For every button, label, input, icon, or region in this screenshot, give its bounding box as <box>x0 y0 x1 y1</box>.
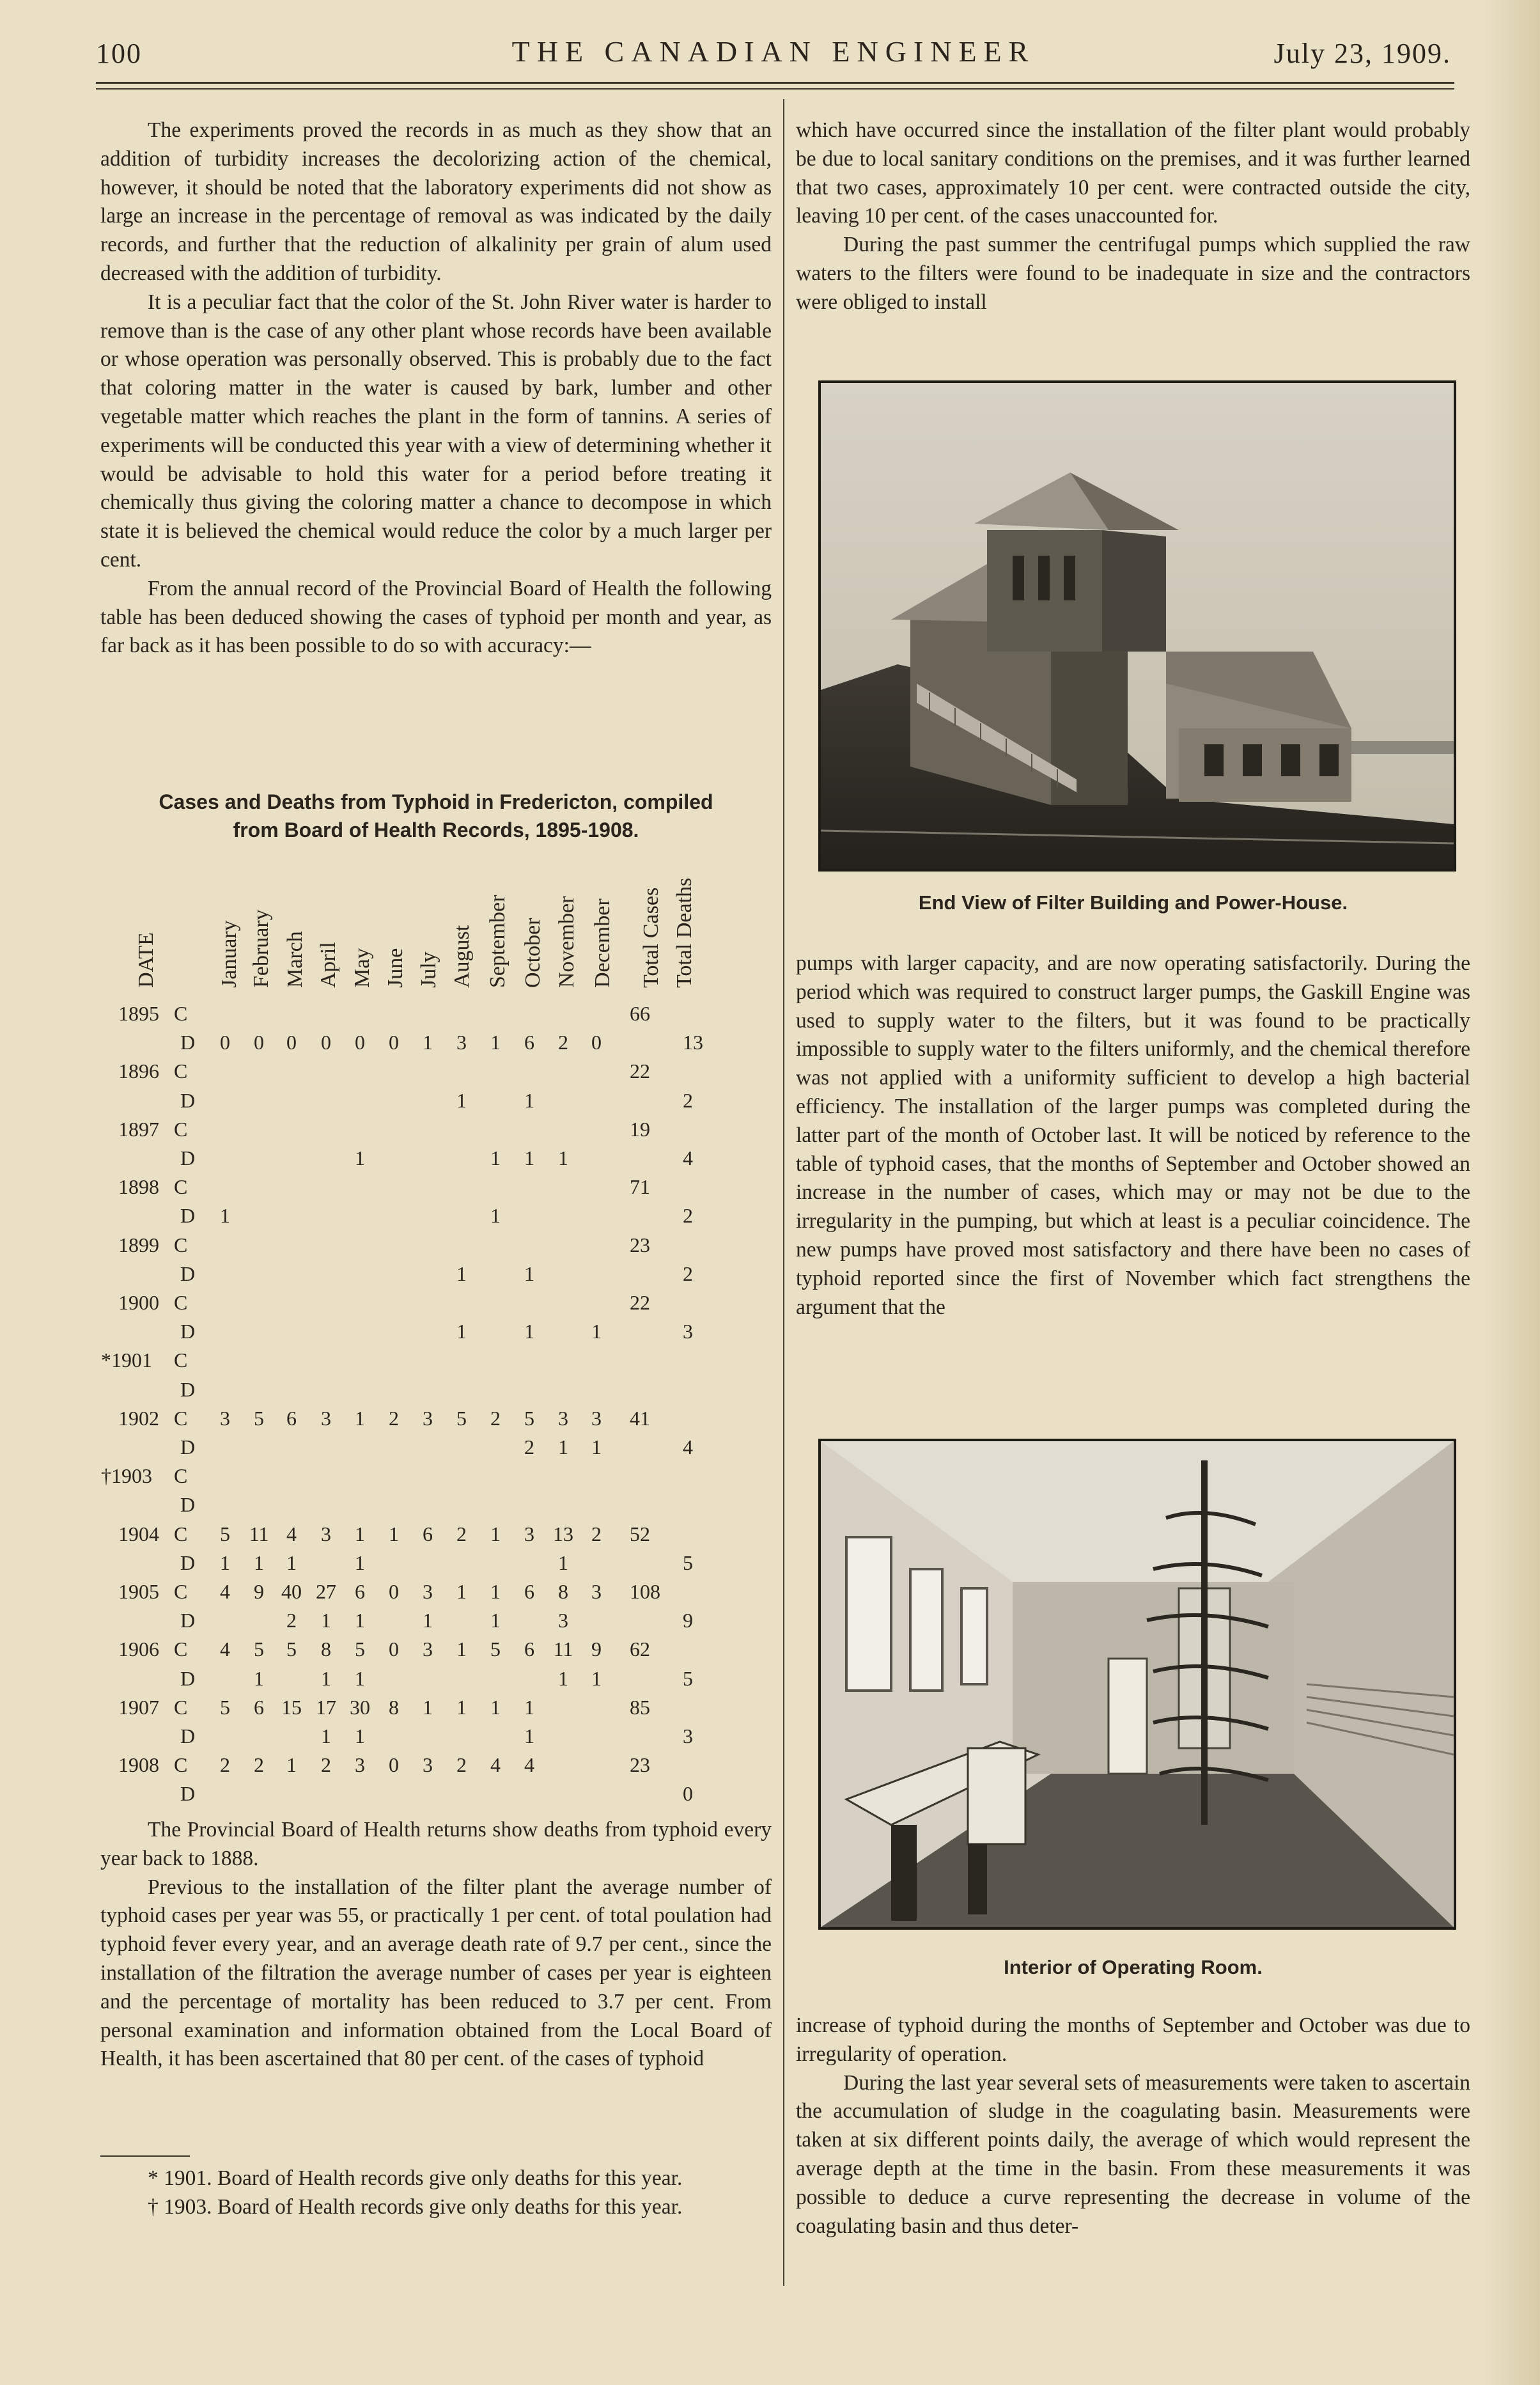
table-month-cell: 2 <box>254 1753 264 1777</box>
table-month-cell: 0 <box>355 1031 365 1054</box>
table-type-cell: C <box>174 1753 188 1777</box>
footnotes <box>100 2164 772 2222</box>
table-month-cell: 1 <box>591 1320 602 1343</box>
table-total-cases-cell: 19 <box>630 1117 650 1141</box>
table-month-cell: 1 <box>524 1724 534 1748</box>
table-type-cell: D <box>180 1782 196 1806</box>
table-header: September <box>486 895 509 988</box>
table-month-cell: 5 <box>456 1406 467 1430</box>
table-month-cell: 2 <box>524 1435 534 1458</box>
table-month-cell: 1 <box>220 1551 230 1574</box>
table-type-cell: C <box>174 1406 188 1430</box>
table-type-cell: C <box>174 1002 188 1025</box>
table-month-cell: 4 <box>220 1580 230 1603</box>
table-month-cell: 3 <box>591 1580 602 1603</box>
table-month-cell: 1 <box>456 1088 467 1112</box>
table-total-deaths-cell: 4 <box>683 1435 693 1458</box>
table-month-cell: 6 <box>254 1695 264 1719</box>
table-month-cell: 9 <box>591 1638 602 1661</box>
table-type-cell: D <box>180 1377 196 1401</box>
table-type-cell: D <box>180 1609 196 1632</box>
table-month-cell: 5 <box>355 1638 365 1661</box>
table-total-cases-cell: 52 <box>630 1522 650 1545</box>
table-month-cell: 6 <box>524 1638 534 1661</box>
table-month-cell: 3 <box>524 1522 534 1545</box>
table-month-cell: 1 <box>423 1695 433 1719</box>
table-month-cell: 8 <box>321 1638 331 1661</box>
paragraph: The experiments proved the records in as much as they show that an addition of turbidity increases the decolorizing action of the chemical, however, it should be noted that the laboratory experiments did not show as large an increase in the percentage of removal as was indicated by the daily records, and further that the reduction of alkalinity per grain of alum used decreased with the addition of turbidity. <box>100 118 772 285</box>
table-year-cell: 1900 <box>118 1291 159 1314</box>
table-total-deaths-cell: 3 <box>683 1724 693 1748</box>
table-month-cell: 1 <box>321 1724 331 1748</box>
table-type-cell: C <box>174 1060 188 1083</box>
table-month-cell: 2 <box>490 1406 501 1430</box>
table-header: August <box>450 925 474 988</box>
table-month-cell: 1 <box>490 1204 501 1228</box>
footnote: † 1903. Board of Health records give only deaths for this year. <box>148 2194 683 2219</box>
table-month-cell: 5 <box>254 1406 264 1430</box>
table-month-cell: 1 <box>524 1695 534 1719</box>
table-month-cell: 1 <box>321 1666 331 1690</box>
table-type-cell: D <box>180 1493 196 1517</box>
table-month-cell: 0 <box>389 1580 399 1603</box>
table-total-deaths-cell: 9 <box>683 1609 693 1632</box>
table-month-cell: 1 <box>558 1551 568 1574</box>
table-year-cell: *1901 <box>101 1349 152 1372</box>
table-month-cell: 0 <box>254 1031 264 1054</box>
table-month-cell: 3 <box>558 1406 568 1430</box>
table-header: November <box>555 896 579 988</box>
table-month-cell: 1 <box>524 1320 534 1343</box>
table-header: Total Deaths <box>673 877 696 988</box>
header-rule-thick <box>96 82 1454 84</box>
table-type-cell: C <box>174 1291 188 1314</box>
table-month-cell: 3 <box>321 1406 331 1430</box>
table-month-cell: 5 <box>220 1522 230 1545</box>
figure-caption-filter-building: End View of Filter Building and Power-House. <box>918 891 1348 914</box>
table-header: DATE <box>134 932 158 988</box>
table-header: Total Cases <box>639 887 663 988</box>
table-month-cell: 0 <box>389 1638 399 1661</box>
table-month-cell: 2 <box>591 1522 602 1545</box>
left-after-table-text <box>100 1816 772 2074</box>
table-type-cell: D <box>180 1031 196 1054</box>
table-header: December <box>591 898 614 988</box>
table-month-cell: 6 <box>524 1580 534 1603</box>
table-total-deaths-cell: 5 <box>683 1666 693 1690</box>
table-month-cell: 1 <box>490 1695 501 1719</box>
table-type-cell: D <box>180 1551 196 1574</box>
table-month-cell: 3 <box>355 1753 365 1777</box>
footnote: * 1901. Board of Health records give only deaths for this year. <box>148 2166 683 2190</box>
table-total-deaths-cell: 5 <box>683 1551 693 1574</box>
table-month-cell: 3 <box>591 1406 602 1430</box>
table-total-deaths-cell: 2 <box>683 1088 693 1112</box>
table-month-cell: 1 <box>456 1695 467 1719</box>
table-month-cell: 1 <box>254 1551 264 1574</box>
table-total-cases-cell: 85 <box>630 1695 650 1719</box>
table-month-cell: 1 <box>355 1609 365 1632</box>
table-total-cases-cell: 62 <box>630 1638 650 1661</box>
table-month-cell: 13 <box>553 1522 573 1545</box>
table-month-cell: 2 <box>286 1609 297 1632</box>
table-total-deaths-cell: 2 <box>683 1204 693 1228</box>
table-total-cases-cell: 23 <box>630 1233 650 1256</box>
table-year-cell: 1895 <box>118 1002 159 1025</box>
table-month-cell: 3 <box>558 1609 568 1632</box>
table-total-deaths-cell: 0 <box>683 1782 693 1806</box>
table-year-cell: 1902 <box>118 1406 159 1430</box>
header-rule-thin <box>96 88 1454 90</box>
table-total-deaths-cell: 2 <box>683 1262 693 1285</box>
table-type-cell: C <box>174 1117 188 1141</box>
table-month-cell: 1 <box>456 1638 467 1661</box>
right-top-text <box>796 116 1470 317</box>
table-month-cell: 30 <box>350 1695 370 1719</box>
paragraph: During the past summer the centrifugal pumps which supplied the raw waters to the filters were found to be inadequate in size and the contractors were obliged to install <box>796 233 1470 314</box>
table-month-cell: 0 <box>389 1031 399 1054</box>
table-header: June <box>384 948 407 988</box>
table-month-cell: 1 <box>456 1580 467 1603</box>
table-month-cell: 6 <box>286 1406 297 1430</box>
table-year-cell: †1903 <box>101 1464 152 1488</box>
table-type-cell: D <box>180 1146 196 1169</box>
table-type-cell: D <box>180 1262 196 1285</box>
table-month-cell: 1 <box>355 1406 365 1430</box>
table-title-line: Cases and Deaths from Typhoid in Fredericton, compiled <box>159 790 713 813</box>
table-month-cell: 9 <box>254 1580 264 1603</box>
table-month-cell: 4 <box>286 1522 297 1545</box>
paragraph: From the annual record of the Provincial Board of Health the following table has been deduced showing the cases of typhoid per month and year, as far back as it has been possible to do so with accuracy:— <box>100 576 772 658</box>
table-month-cell: 3 <box>423 1753 433 1777</box>
table-month-cell: 2 <box>456 1753 467 1777</box>
issue-date: July 23, 1909. <box>1273 38 1451 69</box>
table-month-cell: 2 <box>321 1753 331 1777</box>
table-month-cell: 6 <box>423 1522 433 1545</box>
table-year-cell: 1896 <box>118 1060 159 1083</box>
table-month-cell: 1 <box>490 1146 501 1169</box>
table-total-cases-cell: 23 <box>630 1753 650 1777</box>
table-month-cell: 6 <box>355 1580 365 1603</box>
paragraph: which have occurred since the installation of the filter plant would probably be due to local sanitary conditions on the premises, and it was further learned that two cases, approximately 10 per cent. were contracted outside the city, leaving 10 per cent. of the cases unaccounted for. <box>796 118 1470 228</box>
paragraph: The Provincial Board of Health returns show deaths from typhoid every year back to 1888. <box>100 1818 772 1870</box>
table-header: January <box>217 920 241 988</box>
paragraph: increase of typhoid during the months of September and October was due to irregularity of operation. <box>796 2014 1470 2066</box>
table-month-cell: 0 <box>286 1031 297 1054</box>
table-month-cell: 1 <box>524 1088 534 1112</box>
table-month-cell: 0 <box>389 1753 399 1777</box>
table-type-cell: C <box>174 1175 188 1199</box>
table-month-cell: 8 <box>389 1695 399 1719</box>
table-total-deaths-cell: 4 <box>683 1146 693 1169</box>
table-month-cell: 2 <box>389 1406 399 1430</box>
page-number: 100 <box>96 38 142 69</box>
left-intro-text <box>100 116 772 661</box>
table-month-cell: 40 <box>281 1580 302 1603</box>
table-month-cell: 5 <box>524 1406 534 1430</box>
table-month-cell: 1 <box>355 1666 365 1690</box>
table-month-cell: 1 <box>591 1435 602 1458</box>
table-month-cell: 3 <box>423 1406 433 1430</box>
table-month-cell: 1 <box>286 1551 297 1574</box>
table-month-cell: 1 <box>355 1146 365 1169</box>
table-month-cell: 1 <box>355 1522 365 1545</box>
table-total-cases-cell: 108 <box>630 1580 660 1603</box>
table-month-cell: 0 <box>321 1031 331 1054</box>
table-month-cell: 5 <box>220 1695 230 1719</box>
table-month-cell: 3 <box>321 1522 331 1545</box>
table-month-cell: 1 <box>490 1609 501 1632</box>
table-month-cell: 11 <box>553 1638 573 1661</box>
table-type-cell: D <box>180 1724 196 1748</box>
table-month-cell: 1 <box>524 1262 534 1285</box>
table-month-cell: 1 <box>591 1666 602 1690</box>
table-total-cases-cell: 22 <box>630 1060 650 1083</box>
table-year-cell: 1906 <box>118 1638 159 1661</box>
table-month-cell: 5 <box>286 1638 297 1661</box>
table-month-cell: 17 <box>316 1695 336 1719</box>
paragraph: During the last year several sets of measurements were taken to ascertain the accumulation of sludge in the coagulating basin. Measurements were taken at six different points daily, the average of which would represent the average depth at the time in the basin. From these measurements it was possible to deduce a curve representing the decrease in volume of the coagulating basin and thus deter- <box>796 2070 1470 2238</box>
table-header: October <box>521 918 545 988</box>
table-type-cell: C <box>174 1464 188 1488</box>
table-month-cell: 1 <box>355 1724 365 1748</box>
table-month-cell: 1 <box>490 1580 501 1603</box>
right-bottom-text <box>796 2012 1470 2240</box>
right-middle-text <box>796 950 1470 1322</box>
table-type-cell: C <box>174 1522 188 1545</box>
table-month-cell: 1 <box>321 1609 331 1632</box>
table-header: May <box>350 948 374 988</box>
table-year-cell: 1905 <box>118 1580 159 1603</box>
table-month-cell: 1 <box>456 1320 467 1343</box>
table-month-cell: 2 <box>456 1522 467 1545</box>
table-month-cell: 2 <box>220 1753 230 1777</box>
table-year-cell: 1897 <box>118 1117 159 1141</box>
table-total-deaths-cell: 3 <box>683 1320 693 1343</box>
table-total-cases-cell: 41 <box>630 1406 650 1430</box>
table-type-cell: D <box>180 1204 196 1228</box>
operating-room-photo <box>818 1439 1456 1930</box>
table-type-cell: C <box>174 1638 188 1661</box>
table-month-cell: 1 <box>389 1522 399 1545</box>
table-month-cell: 1 <box>456 1262 467 1285</box>
table-month-cell: 5 <box>254 1638 264 1661</box>
table-month-cell: 3 <box>423 1580 433 1603</box>
table-month-cell: 1 <box>524 1146 534 1169</box>
table-type-cell: C <box>174 1349 188 1372</box>
table-month-cell: 1 <box>558 1146 568 1169</box>
table-month-cell: 4 <box>490 1753 501 1777</box>
table-type-cell: D <box>180 1088 196 1112</box>
paragraph: Previous to the installation of the filter plant the average number of typhoid cases per year was 55, or practically 1 per cent. of total poulation had typhoid fever every year, and an average death rate of 9.7 per cent., since the installation of the filtration the average number of cases per year is eighteen and the percentage of mortality has been reduced to 3.7 per cent. From personal examination and information obtained from the Local Board of Health, it has been ascertained that 80 per cent. of the cases of typhoid <box>100 1875 772 2071</box>
table-year-cell: 1904 <box>118 1522 159 1545</box>
table-type-cell: C <box>174 1695 188 1719</box>
table-month-cell: 3 <box>220 1406 230 1430</box>
table-month-cell: 1 <box>220 1204 230 1228</box>
table-month-cell: 6 <box>524 1031 534 1054</box>
table-month-cell: 4 <box>220 1638 230 1661</box>
table-total-deaths-cell: 13 <box>683 1031 703 1054</box>
journal-title: THE CANADIAN ENGINEER <box>511 35 1036 68</box>
table-year-cell: 1908 <box>118 1753 159 1777</box>
table-header: July <box>417 951 440 988</box>
filter-building-photo <box>818 380 1456 872</box>
table-month-cell: 2 <box>558 1031 568 1054</box>
table-title <box>100 788 772 844</box>
table-type-cell: C <box>174 1233 188 1256</box>
table-month-cell: 11 <box>249 1522 269 1545</box>
table-month-cell: 1 <box>355 1551 365 1574</box>
table-month-cell: 1 <box>254 1666 264 1690</box>
footnote-rule <box>100 2155 190 2157</box>
table-month-cell: 3 <box>423 1638 433 1661</box>
table-month-cell: 1 <box>558 1435 568 1458</box>
table-month-cell: 1 <box>423 1609 433 1632</box>
table-month-cell: 5 <box>490 1638 501 1661</box>
table-month-cell: 1 <box>286 1753 297 1777</box>
table-year-cell: 1899 <box>118 1233 159 1256</box>
table-month-cell: 15 <box>281 1695 302 1719</box>
table-month-cell: 1 <box>490 1031 501 1054</box>
table-total-cases-cell: 66 <box>630 1002 650 1025</box>
table-header: February <box>249 909 273 988</box>
paragraph: It is a peculiar fact that the color of the St. John River water is harder to remove than is the case of any other plant whose records have been available or whose operation was personally observed. This is probably due to the fact that coloring matter in the water is caused by bark, lumber and other vegetable matter which reaches the plant in the form of tannins. A series of experiments will be conducted this year with a view of determining whether it would be advisable to hold this water for a period before treating it chemically thus giving the coloring matter a chance to decompose in which state it is believed the chemical would reduce the color by a much larger per cent. <box>100 290 772 572</box>
paragraph: pumps with larger capacity, and are now operating satisfactorily. During the period which was required to construct larger pumps, the Gaskill Engine was used to supply water to the filters, but it was found to be practically impossible to supply water to the filters uniformly, and the chemical therefore was not applied with a uniformity sufficient to develop a high bacterial efficiency. The installation of the larger pumps was completed during the latter part of the month of October last. It will be noticed by reference to the table of typhoid cases, that the months of September and October showed an increase in the number of cases, which may or may not be due to the irregularity in the pumping, but which at least is a peculiar coincidence. The new pumps have proved most satisfactory and there have been no cases of typhoid reported since the first of November which fact strengthens the argument that the <box>796 951 1470 1319</box>
figure-caption-operating-room: Interior of Operating Room. <box>1004 1956 1263 1978</box>
table-month-cell: 1 <box>490 1522 501 1545</box>
table-month-cell: 3 <box>456 1031 467 1054</box>
table-month-cell: 0 <box>220 1031 230 1054</box>
table-header: April <box>316 942 340 988</box>
table-type-cell: D <box>180 1666 196 1690</box>
table-total-cases-cell: 71 <box>630 1175 650 1199</box>
table-month-cell: 1 <box>558 1666 568 1690</box>
table-total-cases-cell: 22 <box>630 1291 650 1314</box>
table-month-cell: 8 <box>558 1580 568 1603</box>
table-title-line: from Board of Health Records, 1895-1908. <box>233 818 639 841</box>
table-header: March <box>283 931 307 988</box>
column-divider <box>783 99 784 2286</box>
table-month-cell: 1 <box>423 1031 433 1054</box>
table-year-cell: 1898 <box>118 1175 159 1199</box>
table-type-cell: D <box>180 1320 196 1343</box>
table-month-cell: 27 <box>316 1580 336 1603</box>
table-year-cell: 1907 <box>118 1695 159 1719</box>
table-type-cell: D <box>180 1435 196 1458</box>
page-edge-shadow <box>1483 0 1540 2385</box>
table-type-cell: C <box>174 1580 188 1603</box>
table-month-cell: 4 <box>524 1753 534 1777</box>
running-header <box>96 33 1451 78</box>
table-month-cell: 0 <box>591 1031 602 1054</box>
